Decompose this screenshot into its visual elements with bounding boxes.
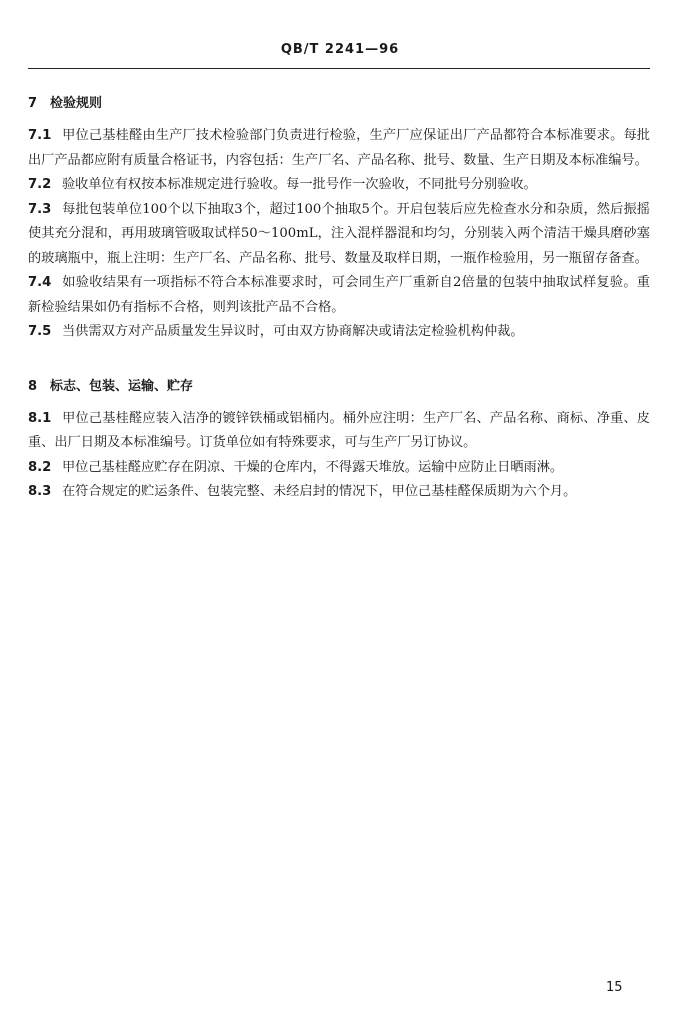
clause-text: 在符合规定的贮运条件、包装完整、未经启封的情况下，甲位己基桂醛保质期为六个月。 — [62, 484, 577, 499]
clause-number: 7.1 — [28, 128, 52, 143]
clause-text: 验收单位有权按本标准规定进行验收。每一批号作一次验收，不同批号分别验收。 — [62, 177, 537, 192]
clause-text: 每批包装单位100个以下抽取3个，超过100个抽取5个。开启包装后应先检查水分和杂质，然后振摇使其充分混和，再用玻璃管吸取试样50～100mL，注入混样器混和均匀，分别装入两个清洁干燥具磨砂塞的玻璃瓶中，瓶上注明：生产厂名、产品名称、批号、数量及取样日期，一瓶作检验用，另一瓶留存备查。 — [28, 201, 650, 266]
section-title: 检验规则 — [50, 96, 103, 111]
clause-number: 8.1 — [28, 410, 52, 426]
section-number: 7 — [28, 96, 38, 111]
clause-text: 如验收结果有一项指标不符合本标准要求时，可会同生产厂重新自2倍量的包装中抽取试样复验。重新检验结果如仍有指标不合格，则判该批产品不合格。 — [28, 275, 650, 315]
clause-7-5 — [28, 320, 650, 345]
clause-7-1 — [28, 124, 650, 173]
clause-number: 7.4 — [28, 275, 52, 290]
clause-text: 甲位己基桂醛由生产厂技术检验部门负责进行检验，生产厂应保证出厂产品都符合本标准要求。每批出厂产品都应附有质量合格证书，内容包括：生产厂名、产品名称、批号、数量、生产日期及本标准编号。 — [28, 128, 650, 168]
page-header: QB/T 2241—96 — [280, 42, 400, 57]
clause-7-2 — [28, 173, 650, 198]
clause-number: 7.5 — [28, 324, 52, 339]
clause-8-3 — [28, 480, 650, 505]
document-body — [28, 92, 650, 535]
section-heading — [28, 375, 650, 399]
clause-number: 7.2 — [28, 177, 52, 192]
section-heading — [28, 92, 650, 116]
section-inspection-rules — [28, 92, 650, 345]
header-rule — [28, 68, 650, 69]
clause-8-1 — [28, 407, 650, 456]
clause-7-4 — [28, 271, 650, 320]
section-marking-packaging — [28, 375, 650, 505]
clause-text: 甲位己基桂醛应贮存在阴凉、干燥的仓库内，不得露天堆放。运输中应防止日晒雨淋。 — [62, 459, 564, 475]
clause-number: 7.3 — [28, 201, 52, 217]
clause-text: 甲位己基桂醛应装入洁净的镀锌铁桶或铝桶内。桶外应注明：生产厂名、产品名称、商标、净重、皮重、出厂日期及本标准编号。订货单位如有特殊要求，可与生产厂另订协议。 — [28, 410, 650, 450]
clause-number: 8.3 — [28, 484, 52, 499]
page-number: 15 — [606, 980, 623, 995]
section-number: 8 — [28, 378, 38, 394]
clause-number: 8.2 — [28, 459, 52, 475]
clause-8-2 — [28, 456, 650, 481]
clause-text: 当供需双方对产品质量发生异议时，可由双方协商解决或请法定检验机构仲裁。 — [62, 324, 524, 339]
clause-7-3 — [28, 198, 650, 272]
section-title: 标志、包装、运输、贮存 — [50, 378, 194, 394]
